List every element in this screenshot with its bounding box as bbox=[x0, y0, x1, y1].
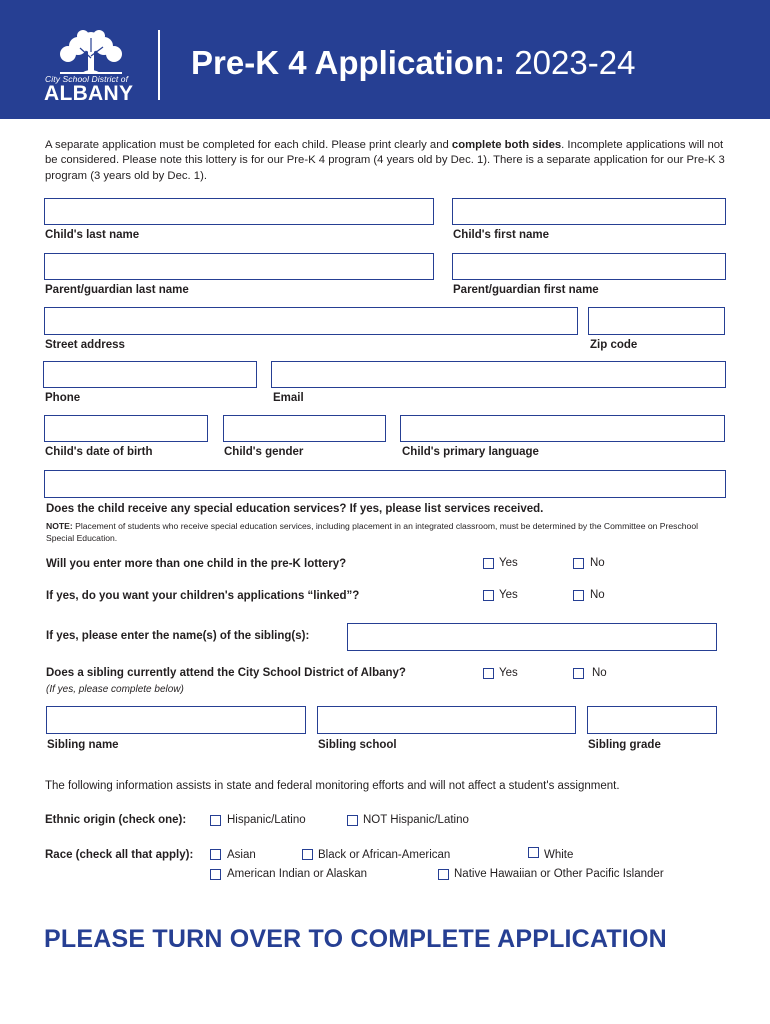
page-title: Pre-K 4 Application: 2023-24 bbox=[191, 44, 636, 81]
sibling-names-question: If yes, please enter the name(s) of the sibling(s): bbox=[46, 630, 310, 642]
sibling-school-input[interactable] bbox=[317, 706, 576, 734]
logo-wordmark: ALBANY bbox=[44, 82, 134, 105]
child-first-name-label: Child's first name bbox=[453, 229, 550, 241]
sibling-school-label: Sibling school bbox=[318, 739, 397, 751]
dob-input[interactable] bbox=[44, 415, 208, 442]
linked-yes-checkbox[interactable] bbox=[483, 590, 494, 601]
parent-last-name-input[interactable] bbox=[44, 253, 434, 280]
child-last-name-input[interactable] bbox=[44, 198, 434, 225]
zip-code-input[interactable] bbox=[588, 307, 725, 335]
race-asian-checkbox[interactable] bbox=[210, 849, 221, 860]
race-american-indian-label: American Indian or Alaskan bbox=[227, 868, 367, 880]
multiple-children-yes-checkbox[interactable] bbox=[483, 558, 494, 569]
email-input[interactable] bbox=[271, 361, 726, 388]
ethnic-origin-label: Ethnic origin (check one): bbox=[45, 814, 187, 826]
special-ed-label: Does the child receive any special education services? If yes, please list services received. bbox=[46, 503, 544, 515]
multiple-children-yes-label: Yes bbox=[499, 557, 518, 569]
child-first-name-input[interactable] bbox=[452, 198, 726, 225]
linked-yes-label: Yes bbox=[499, 589, 518, 601]
sibling-attend-yes-label: Yes bbox=[499, 667, 518, 679]
sibling-grade-input[interactable] bbox=[587, 706, 717, 734]
sibling-attend-question: Does a sibling currently attend the City School District of Albany? bbox=[46, 667, 406, 679]
parent-last-name-label: Parent/guardian last name bbox=[45, 284, 189, 296]
parent-first-name-label: Parent/guardian first name bbox=[453, 284, 599, 296]
race-pacific-islander-label: Native Hawaiian or Other Pacific Islander bbox=[454, 868, 664, 880]
phone-input[interactable] bbox=[43, 361, 257, 388]
race-black-checkbox[interactable] bbox=[302, 849, 313, 860]
race-white-checkbox[interactable] bbox=[528, 847, 539, 858]
turn-over-notice: PLEASE TURN OVER TO COMPLETE APPLICATION bbox=[44, 925, 667, 953]
sibling-name-input[interactable] bbox=[46, 706, 306, 734]
tree-logo-icon bbox=[50, 28, 132, 80]
race-black-label: Black or African-American bbox=[318, 849, 451, 861]
race-pacific-islander-checkbox[interactable] bbox=[438, 869, 449, 880]
ethnic-not-hispanic-checkbox[interactable] bbox=[347, 815, 358, 826]
zip-code-label: Zip code bbox=[590, 339, 638, 351]
logo-subtitle: City School District of bbox=[45, 74, 129, 84]
special-ed-input[interactable] bbox=[44, 470, 726, 498]
street-address-label: Street address bbox=[45, 339, 125, 351]
parent-first-name-input[interactable] bbox=[452, 253, 726, 280]
header-divider bbox=[158, 30, 160, 100]
ethnic-not-hispanic-label: NOT Hispanic/Latino bbox=[363, 814, 469, 826]
sibling-names-input[interactable] bbox=[347, 623, 717, 651]
multiple-children-no-checkbox[interactable] bbox=[573, 558, 584, 569]
linked-no-checkbox[interactable] bbox=[573, 590, 584, 601]
sibling-grade-label: Sibling grade bbox=[588, 739, 661, 751]
phone-label: Phone bbox=[45, 392, 81, 404]
sibling-attend-no-label: No bbox=[592, 667, 607, 679]
intro-text: A separate application must be completed for each child. Please print clearly and complete both sides. Incomplete applications will not be considered. Please note this lottery is for our Pre-K 4 program (4 years old by Dec. 1). There is a separate application for our Pre-K 3 program (3 years old by Dec. 1). bbox=[45, 139, 725, 182]
primary-language-label: Child's primary language bbox=[402, 446, 539, 458]
special-ed-note: NOTE: Placement of students who receive special education services, including placement in an integrated classroom, must be determined by the Committee on Preschool Special Education. bbox=[46, 521, 699, 543]
sibling-attend-subnote: (If yes, please complete below) bbox=[46, 684, 184, 695]
race-american-indian-checkbox[interactable] bbox=[210, 869, 221, 880]
sibling-name-label: Sibling name bbox=[47, 739, 119, 751]
ethnic-hispanic-checkbox[interactable] bbox=[210, 815, 221, 826]
race-label: Race (check all that apply): bbox=[45, 849, 194, 861]
child-last-name-label: Child's last name bbox=[45, 229, 140, 241]
gender-input[interactable] bbox=[223, 415, 386, 442]
linked-question: If yes, do you want your children's applications “linked”? bbox=[46, 590, 360, 602]
sibling-attend-yes-checkbox[interactable] bbox=[483, 668, 494, 679]
linked-no-label: No bbox=[590, 589, 605, 601]
ethnic-hispanic-label: Hispanic/Latino bbox=[227, 814, 306, 826]
sibling-attend-no-checkbox[interactable] bbox=[573, 668, 584, 679]
monitoring-intro: The following information assists in state and federal monitoring efforts and will not affect a student's assignment. bbox=[45, 780, 620, 792]
race-white-label: White bbox=[544, 849, 574, 861]
email-label: Email bbox=[273, 392, 304, 404]
race-asian-label: Asian bbox=[227, 849, 256, 861]
multiple-children-no-label: No bbox=[590, 557, 605, 569]
primary-language-input[interactable] bbox=[400, 415, 725, 442]
dob-label: Child's date of birth bbox=[45, 446, 153, 458]
street-address-input[interactable] bbox=[44, 307, 578, 335]
multiple-children-question: Will you enter more than one child in the pre-K lottery? bbox=[46, 558, 347, 570]
gender-label: Child's gender bbox=[224, 446, 304, 458]
